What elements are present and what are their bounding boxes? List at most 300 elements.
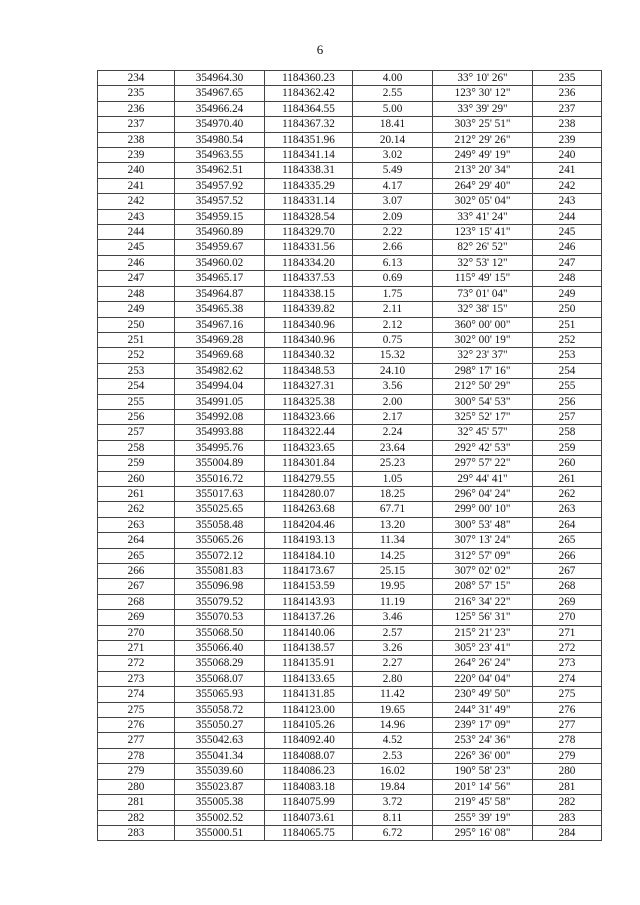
distance-cell: 18.41: [353, 117, 433, 132]
next-point-cell: 237: [533, 101, 602, 116]
x-coordinate-cell: 355065.93: [175, 687, 265, 702]
point-number-cell: 258: [98, 440, 175, 455]
distance-cell: 2.24: [353, 425, 433, 440]
distance-cell: 25.23: [353, 456, 433, 471]
distance-cell: 2.12: [353, 317, 433, 332]
distance-cell: 3.56: [353, 379, 433, 394]
table-row: [98, 255, 602, 270]
table-row: [98, 86, 602, 101]
table-row: [98, 702, 602, 717]
distance-cell: 5.00: [353, 101, 433, 116]
y-coordinate-cell: 1184328.54: [265, 209, 353, 224]
bearing-cell: 82° 26' 52": [433, 240, 533, 255]
x-coordinate-cell: 354957.92: [175, 178, 265, 193]
point-number-cell: 253: [98, 363, 175, 378]
distance-cell: 2.11: [353, 302, 433, 317]
table-row: [98, 810, 602, 825]
distance-cell: 8.11: [353, 810, 433, 825]
bearing-cell: 230° 49' 50": [433, 687, 533, 702]
x-coordinate-cell: 355050.27: [175, 718, 265, 733]
bearing-cell: 295° 16' 08": [433, 825, 533, 840]
y-coordinate-cell: 1184339.82: [265, 302, 353, 317]
bearing-cell: 32° 45' 57": [433, 425, 533, 440]
x-coordinate-cell: 355041.34: [175, 748, 265, 763]
x-coordinate-cell: 355039.60: [175, 764, 265, 779]
next-point-cell: 250: [533, 302, 602, 317]
table-row: [98, 440, 602, 455]
x-coordinate-cell: 354993.88: [175, 425, 265, 440]
point-number-cell: 236: [98, 101, 175, 116]
next-point-cell: 259: [533, 440, 602, 455]
point-number-cell: 245: [98, 240, 175, 255]
point-number-cell: 240: [98, 163, 175, 178]
table-row: [98, 225, 602, 240]
next-point-cell: 279: [533, 748, 602, 763]
next-point-cell: 264: [533, 517, 602, 532]
bearing-cell: 299° 00' 10": [433, 502, 533, 517]
distance-cell: 14.96: [353, 718, 433, 733]
next-point-cell: 244: [533, 209, 602, 224]
distance-cell: 2.66: [353, 240, 433, 255]
next-point-cell: 255: [533, 379, 602, 394]
table-row: [98, 533, 602, 548]
x-coordinate-cell: 355070.53: [175, 610, 265, 625]
x-coordinate-cell: 354982.62: [175, 363, 265, 378]
x-coordinate-cell: 355016.72: [175, 471, 265, 486]
y-coordinate-cell: 1184123.00: [265, 702, 353, 717]
point-number-cell: 244: [98, 225, 175, 240]
point-number-cell: 278: [98, 748, 175, 763]
point-number-cell: 261: [98, 486, 175, 501]
table-row: [98, 240, 602, 255]
distance-cell: 2.53: [353, 748, 433, 763]
x-coordinate-cell: 355058.48: [175, 517, 265, 532]
distance-cell: 11.19: [353, 594, 433, 609]
next-point-cell: 283: [533, 810, 602, 825]
table-row: [98, 148, 602, 163]
point-number-cell: 259: [98, 456, 175, 471]
y-coordinate-cell: 1184279.55: [265, 471, 353, 486]
bearing-cell: 33° 10' 26": [433, 71, 533, 86]
next-point-cell: 239: [533, 132, 602, 147]
point-number-cell: 251: [98, 332, 175, 347]
next-point-cell: 242: [533, 178, 602, 193]
table-row: [98, 594, 602, 609]
point-number-cell: 256: [98, 409, 175, 424]
table-row: [98, 456, 602, 471]
point-number-cell: 248: [98, 286, 175, 301]
next-point-cell: 282: [533, 795, 602, 810]
distance-cell: 3.07: [353, 194, 433, 209]
table-row: [98, 409, 602, 424]
x-coordinate-cell: 354991.05: [175, 394, 265, 409]
x-coordinate-cell: 354970.40: [175, 117, 265, 132]
point-number-cell: 241: [98, 178, 175, 193]
point-number-cell: 279: [98, 764, 175, 779]
table-row: [98, 163, 602, 178]
page-number: 6: [316, 42, 324, 57]
distance-cell: 0.69: [353, 271, 433, 286]
x-coordinate-cell: 355065.26: [175, 533, 265, 548]
next-point-cell: 270: [533, 610, 602, 625]
bearing-cell: 239° 17' 09": [433, 718, 533, 733]
y-coordinate-cell: 1184138.57: [265, 641, 353, 656]
distance-cell: 6.72: [353, 825, 433, 840]
bearing-cell: 255° 39' 19": [433, 810, 533, 825]
next-point-cell: 245: [533, 225, 602, 240]
y-coordinate-cell: 1184323.65: [265, 440, 353, 455]
x-coordinate-cell: 355066.40: [175, 641, 265, 656]
y-coordinate-cell: 1184131.85: [265, 687, 353, 702]
distance-cell: 11.42: [353, 687, 433, 702]
point-number-cell: 280: [98, 779, 175, 794]
bearing-cell: 212° 29' 26": [433, 132, 533, 147]
x-coordinate-cell: 354965.38: [175, 302, 265, 317]
x-coordinate-cell: 354992.08: [175, 409, 265, 424]
bearing-cell: 220° 04' 04": [433, 671, 533, 686]
distance-cell: 19.95: [353, 579, 433, 594]
distance-cell: 0.75: [353, 332, 433, 347]
bearing-cell: 212° 50' 29": [433, 379, 533, 394]
point-number-cell: 247: [98, 271, 175, 286]
bearing-cell: 215° 21' 23": [433, 625, 533, 640]
bearing-cell: 216° 34' 22": [433, 594, 533, 609]
table-row: [98, 178, 602, 193]
point-number-cell: 234: [98, 71, 175, 86]
next-point-cell: 260: [533, 456, 602, 471]
y-coordinate-cell: 1184338.31: [265, 163, 353, 178]
table-row: [98, 302, 602, 317]
distance-cell: 11.34: [353, 533, 433, 548]
distance-cell: 2.80: [353, 671, 433, 686]
y-coordinate-cell: 1184173.67: [265, 564, 353, 579]
next-point-cell: 238: [533, 117, 602, 132]
x-coordinate-cell: 354965.17: [175, 271, 265, 286]
y-coordinate-cell: 1184322.44: [265, 425, 353, 440]
bearing-cell: 219° 45' 58": [433, 795, 533, 810]
point-number-cell: 254: [98, 379, 175, 394]
next-point-cell: 271: [533, 625, 602, 640]
next-point-cell: 284: [533, 825, 602, 840]
y-coordinate-cell: 1184140.06: [265, 625, 353, 640]
bearing-cell: 125° 56' 31": [433, 610, 533, 625]
y-coordinate-cell: 1184340.96: [265, 332, 353, 347]
table-row: [98, 748, 602, 763]
y-coordinate-cell: 1184143.93: [265, 594, 353, 609]
y-coordinate-cell: 1184193.13: [265, 533, 353, 548]
table-row: [98, 795, 602, 810]
y-coordinate-cell: 1184086.23: [265, 764, 353, 779]
bearing-cell: 190° 58' 23": [433, 764, 533, 779]
y-coordinate-cell: 1184340.96: [265, 317, 353, 332]
y-coordinate-cell: 1184137.26: [265, 610, 353, 625]
x-coordinate-cell: 354964.87: [175, 286, 265, 301]
bearing-cell: 33° 39' 29": [433, 101, 533, 116]
next-point-cell: 275: [533, 687, 602, 702]
point-number-cell: 277: [98, 733, 175, 748]
x-coordinate-cell: 355005.38: [175, 795, 265, 810]
point-number-cell: 270: [98, 625, 175, 640]
point-number-cell: 269: [98, 610, 175, 625]
distance-cell: 1.05: [353, 471, 433, 486]
distance-cell: 2.22: [353, 225, 433, 240]
table-row: [98, 548, 602, 563]
table-row: [98, 610, 602, 625]
next-point-cell: 249: [533, 286, 602, 301]
table-row: [98, 671, 602, 686]
point-number-cell: 274: [98, 687, 175, 702]
x-coordinate-cell: 355023.87: [175, 779, 265, 794]
y-coordinate-cell: 1184075.99: [265, 795, 353, 810]
bearing-cell: 307° 02' 02": [433, 564, 533, 579]
table-body: [98, 71, 602, 841]
next-point-cell: 261: [533, 471, 602, 486]
x-coordinate-cell: 354967.65: [175, 86, 265, 101]
table-row: [98, 209, 602, 224]
bearing-cell: 115° 49' 15": [433, 271, 533, 286]
next-point-cell: 258: [533, 425, 602, 440]
distance-cell: 23.64: [353, 440, 433, 455]
bearing-cell: 264° 29' 40": [433, 178, 533, 193]
bearing-cell: 305° 23' 41": [433, 641, 533, 656]
x-coordinate-cell: 354964.30: [175, 71, 265, 86]
survey-coordinates-table: [97, 70, 602, 841]
x-coordinate-cell: 354969.28: [175, 332, 265, 347]
point-number-cell: 266: [98, 564, 175, 579]
x-coordinate-cell: 354980.54: [175, 132, 265, 147]
bearing-cell: 302° 05' 04": [433, 194, 533, 209]
bearing-cell: 33° 41' 24": [433, 209, 533, 224]
table-row: [98, 579, 602, 594]
next-point-cell: 266: [533, 548, 602, 563]
bearing-cell: 201° 14' 56": [433, 779, 533, 794]
point-number-cell: 282: [98, 810, 175, 825]
bearing-cell: 123° 15' 41": [433, 225, 533, 240]
y-coordinate-cell: 1184263.68: [265, 502, 353, 517]
x-coordinate-cell: 354967.16: [175, 317, 265, 332]
next-point-cell: 256: [533, 394, 602, 409]
next-point-cell: 235: [533, 71, 602, 86]
point-number-cell: 252: [98, 348, 175, 363]
table-row: [98, 656, 602, 671]
table-row: [98, 194, 602, 209]
bearing-cell: 73° 01' 04": [433, 286, 533, 301]
y-coordinate-cell: 1184331.14: [265, 194, 353, 209]
distance-cell: 1.75: [353, 286, 433, 301]
x-coordinate-cell: 354959.67: [175, 240, 265, 255]
y-coordinate-cell: 1184348.53: [265, 363, 353, 378]
distance-cell: 13.20: [353, 517, 433, 532]
y-coordinate-cell: 1184362.42: [265, 86, 353, 101]
point-number-cell: 246: [98, 255, 175, 270]
next-point-cell: 254: [533, 363, 602, 378]
distance-cell: 3.72: [353, 795, 433, 810]
distance-cell: 20.14: [353, 132, 433, 147]
distance-cell: 16.02: [353, 764, 433, 779]
y-coordinate-cell: 1184325.38: [265, 394, 353, 409]
x-coordinate-cell: 354962.51: [175, 163, 265, 178]
distance-cell: 24.10: [353, 363, 433, 378]
table-row: [98, 394, 602, 409]
next-point-cell: 276: [533, 702, 602, 717]
distance-cell: 2.00: [353, 394, 433, 409]
x-coordinate-cell: 355068.29: [175, 656, 265, 671]
table-row: [98, 101, 602, 116]
distance-cell: 2.09: [353, 209, 433, 224]
table-row: [98, 779, 602, 794]
y-coordinate-cell: 1184133.65: [265, 671, 353, 686]
y-coordinate-cell: 1184280.07: [265, 486, 353, 501]
distance-cell: 14.25: [353, 548, 433, 563]
point-number-cell: 271: [98, 641, 175, 656]
x-coordinate-cell: 354959.15: [175, 209, 265, 224]
point-number-cell: 272: [98, 656, 175, 671]
distance-cell: 2.27: [353, 656, 433, 671]
y-coordinate-cell: 1184327.31: [265, 379, 353, 394]
y-coordinate-cell: 1184105.26: [265, 718, 353, 733]
y-coordinate-cell: 1184334.20: [265, 255, 353, 270]
table-row: [98, 564, 602, 579]
bearing-cell: 300° 53' 48": [433, 517, 533, 532]
x-coordinate-cell: 355042.63: [175, 733, 265, 748]
point-number-cell: 273: [98, 671, 175, 686]
distance-cell: 2.57: [353, 625, 433, 640]
table-row: [98, 363, 602, 378]
point-number-cell: 276: [98, 718, 175, 733]
bearing-cell: 297° 57' 22": [433, 456, 533, 471]
bearing-cell: 244° 31' 49": [433, 702, 533, 717]
y-coordinate-cell: 1184135.91: [265, 656, 353, 671]
next-point-cell: 267: [533, 564, 602, 579]
next-point-cell: 278: [533, 733, 602, 748]
bearing-cell: 213° 20' 34": [433, 163, 533, 178]
next-point-cell: 240: [533, 148, 602, 163]
next-point-cell: 263: [533, 502, 602, 517]
next-point-cell: 277: [533, 718, 602, 733]
next-point-cell: 248: [533, 271, 602, 286]
table-row: [98, 764, 602, 779]
x-coordinate-cell: 355096.98: [175, 579, 265, 594]
y-coordinate-cell: 1184329.70: [265, 225, 353, 240]
y-coordinate-cell: 1184340.32: [265, 348, 353, 363]
table-row: [98, 132, 602, 147]
y-coordinate-cell: 1184338.15: [265, 286, 353, 301]
distance-cell: 67.71: [353, 502, 433, 517]
table-row: [98, 625, 602, 640]
next-point-cell: 269: [533, 594, 602, 609]
table-row: [98, 641, 602, 656]
table-row: [98, 332, 602, 347]
y-coordinate-cell: 1184364.55: [265, 101, 353, 116]
point-number-cell: 249: [98, 302, 175, 317]
table-row: [98, 517, 602, 532]
x-coordinate-cell: 355058.72: [175, 702, 265, 717]
y-coordinate-cell: 1184337.53: [265, 271, 353, 286]
y-coordinate-cell: 1184065.75: [265, 825, 353, 840]
bearing-cell: 325° 52' 17": [433, 409, 533, 424]
x-coordinate-cell: 354960.02: [175, 255, 265, 270]
table-row: [98, 718, 602, 733]
y-coordinate-cell: 1184331.56: [265, 240, 353, 255]
table-row: [98, 348, 602, 363]
next-point-cell: 236: [533, 86, 602, 101]
point-number-cell: 243: [98, 209, 175, 224]
x-coordinate-cell: 355079.52: [175, 594, 265, 609]
distance-cell: 5.49: [353, 163, 433, 178]
x-coordinate-cell: 354963.55: [175, 148, 265, 163]
y-coordinate-cell: 1184301.84: [265, 456, 353, 471]
next-point-cell: 273: [533, 656, 602, 671]
point-number-cell: 281: [98, 795, 175, 810]
next-point-cell: 246: [533, 240, 602, 255]
bearing-cell: 32° 53' 12": [433, 255, 533, 270]
bearing-cell: 302° 00' 19": [433, 332, 533, 347]
y-coordinate-cell: 1184323.66: [265, 409, 353, 424]
distance-cell: 4.00: [353, 71, 433, 86]
y-coordinate-cell: 1184088.07: [265, 748, 353, 763]
distance-cell: 15.32: [353, 348, 433, 363]
next-point-cell: 247: [533, 255, 602, 270]
distance-cell: 25.15: [353, 564, 433, 579]
x-coordinate-cell: 355002.52: [175, 810, 265, 825]
bearing-cell: 312° 57' 09": [433, 548, 533, 563]
bearing-cell: 300° 54' 53": [433, 394, 533, 409]
y-coordinate-cell: 1184204.46: [265, 517, 353, 532]
next-point-cell: 274: [533, 671, 602, 686]
bearing-cell: 298° 17' 16": [433, 363, 533, 378]
next-point-cell: 265: [533, 533, 602, 548]
table-row: [98, 379, 602, 394]
point-number-cell: 235: [98, 86, 175, 101]
bearing-cell: 264° 26' 24": [433, 656, 533, 671]
x-coordinate-cell: 355068.50: [175, 625, 265, 640]
next-point-cell: 262: [533, 486, 602, 501]
point-number-cell: 260: [98, 471, 175, 486]
point-number-cell: 250: [98, 317, 175, 332]
y-coordinate-cell: 1184092.40: [265, 733, 353, 748]
point-number-cell: 262: [98, 502, 175, 517]
distance-cell: 19.65: [353, 702, 433, 717]
x-coordinate-cell: 355000.51: [175, 825, 265, 840]
x-coordinate-cell: 354994.04: [175, 379, 265, 394]
x-coordinate-cell: 354969.68: [175, 348, 265, 363]
x-coordinate-cell: 354957.52: [175, 194, 265, 209]
table-row: [98, 687, 602, 702]
y-coordinate-cell: 1184153.59: [265, 579, 353, 594]
bearing-cell: 29° 44' 41": [433, 471, 533, 486]
table-row: [98, 502, 602, 517]
distance-cell: 2.17: [353, 409, 433, 424]
bearing-cell: 249° 49' 19": [433, 148, 533, 163]
next-point-cell: 253: [533, 348, 602, 363]
table-row: [98, 71, 602, 86]
y-coordinate-cell: 1184073.61: [265, 810, 353, 825]
bearing-cell: 226° 36' 00": [433, 748, 533, 763]
bearing-cell: 208° 57' 15": [433, 579, 533, 594]
bearing-cell: 123° 30' 12": [433, 86, 533, 101]
next-point-cell: 281: [533, 779, 602, 794]
x-coordinate-cell: 355017.63: [175, 486, 265, 501]
distance-cell: 3.46: [353, 610, 433, 625]
next-point-cell: 280: [533, 764, 602, 779]
distance-cell: 2.55: [353, 86, 433, 101]
y-coordinate-cell: 1184184.10: [265, 548, 353, 563]
point-number-cell: 242: [98, 194, 175, 209]
bearing-cell: 292° 42' 53": [433, 440, 533, 455]
point-number-cell: 263: [98, 517, 175, 532]
x-coordinate-cell: 355072.12: [175, 548, 265, 563]
point-number-cell: 265: [98, 548, 175, 563]
